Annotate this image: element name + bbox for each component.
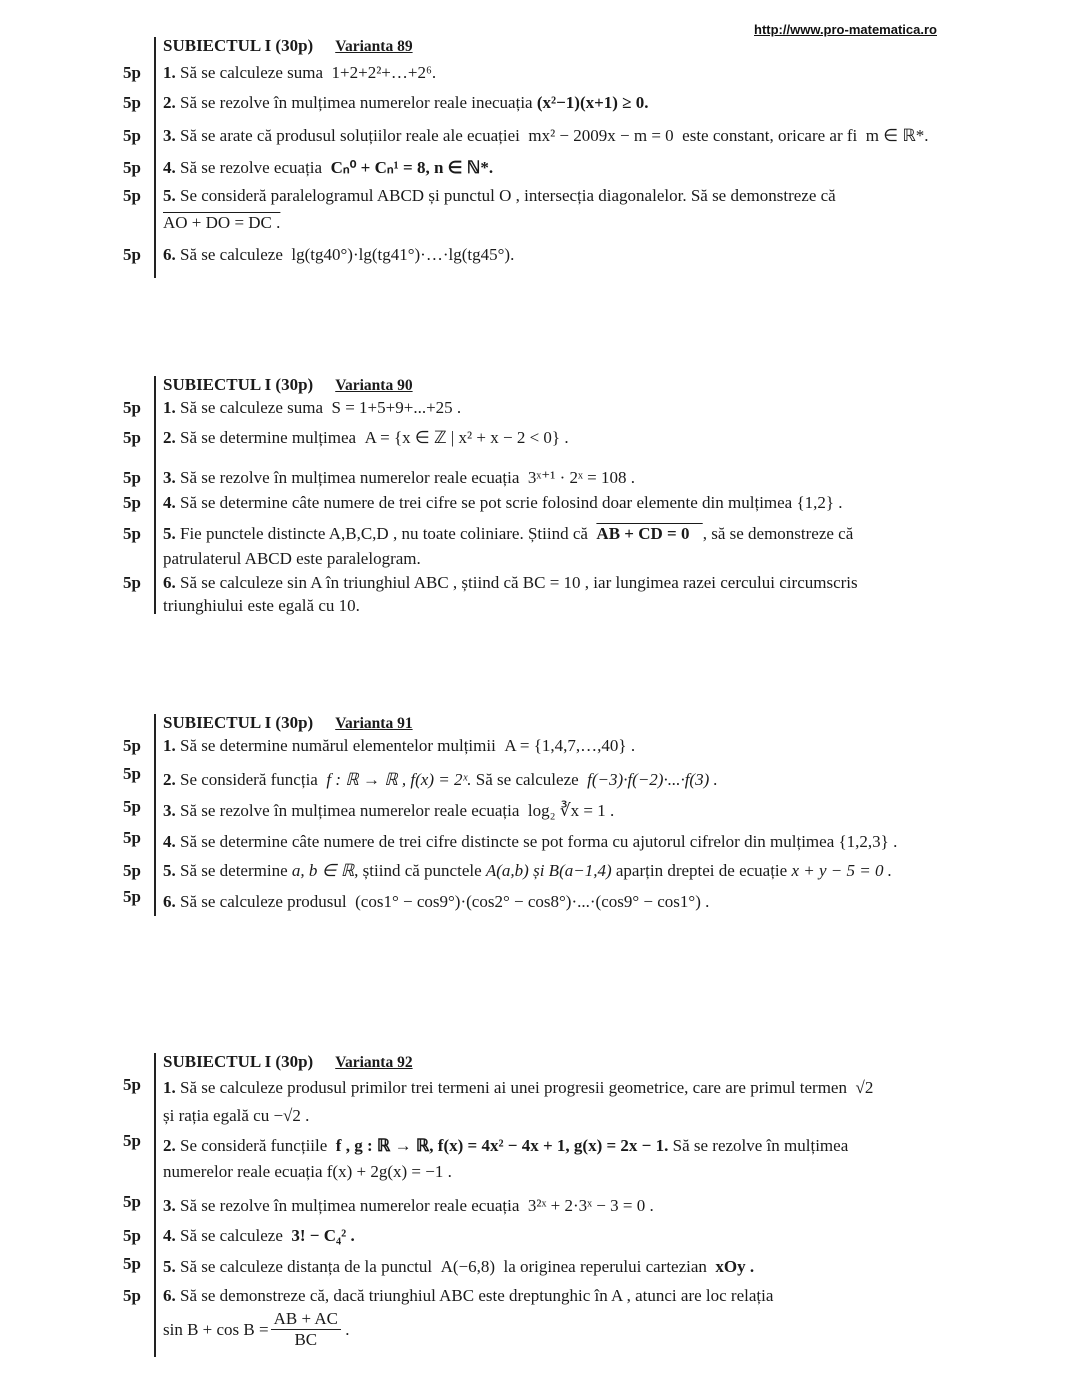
- points-badge: 5p: [123, 524, 141, 543]
- fraction-denominator: BC: [294, 1330, 318, 1349]
- math-expression: mx² − 2009x − m = 0: [528, 126, 674, 145]
- vertical-divider: [154, 376, 156, 614]
- math-expression: log₂ ∛x = 1 .: [527, 801, 615, 820]
- section-heading: SUBIECTUL I (30p) Varianta 92: [163, 1052, 413, 1071]
- points-badge: 5p: [123, 797, 141, 816]
- points-badge: 5p: [123, 158, 141, 177]
- points-badge: 5p: [123, 736, 141, 755]
- vertical-divider: [154, 1053, 156, 1357]
- points-badge: 5p: [123, 1226, 141, 1245]
- points-badge: 5p: [123, 828, 141, 847]
- points-badge: 5p: [123, 1075, 141, 1094]
- vertical-divider: [154, 37, 156, 278]
- variant-92-section: SUBIECTUL I (30p) Varianta 92 5p 1. Să se calculeze produsul primilor trei termeni ai unei progresii geometrice, care are primul termen √2 și rația egală cu −√2 . 5p 2. Se consideră funcțiile f , g : ℝ → ℝ, f(x) = 4x² − 4x + 1, g(x) = 2x − 1. Să se rezolve în mulțimea numerelor reale ecuația f(x) + 2g(x) = −1 . 5p 3. Să se rezolve în mulțimea numerelor reale ecuația 3²ˣ + 2·3ˣ − 3 = 0 . 5p 4. Să se calculeze 3! − C₄² . 5p 5. Să se calculeze distanța de la punctul A(−6,8) la originea reperului cartezian xOy . 5p 6. Să se demonstreze că, dacă triunghiul ABC este dreptunghic în A , atunci are loc relația sin B + cos B = $\frac{AB + AC}{BC}$ .: [110, 1051, 1070, 1361]
- points-badge: 5p: [123, 63, 141, 82]
- math-expression: (cos1° − cos9°)·(cos2° − cos8°)·...·(cos9° − cos1°) .: [355, 892, 710, 911]
- section-heading: SUBIECTUL I (30p) Varianta 91: [163, 713, 413, 732]
- math-expression: f : ℝ → ℝ , f(x) = 2ˣ.: [326, 770, 472, 789]
- section-heading: SUBIECTUL I (30p) Varianta 89: [163, 36, 413, 55]
- math-expression: m ∈ ℝ*.: [865, 126, 929, 145]
- math-expression: f(−3)·f(−2)·...·f(3) .: [587, 770, 718, 789]
- math-expression: 3ˣ⁺¹ · 2ˣ = 108 .: [527, 468, 636, 487]
- math-expression: f , g : ℝ → ℝ, f(x) = 4x² − 4x + 1, g(x) = 2x − 1.: [335, 1136, 669, 1155]
- points-badge: 5p: [123, 468, 141, 487]
- vertical-divider: [154, 714, 156, 916]
- variant-91-section: SUBIECTUL I (30p) Varianta 91 5p 1. Să se determine numărul elementelor mulțimii A = {1,4,7,…,40} . 5p 2. Se consideră funcția f : ℝ → ℝ , f(x) = 2ˣ. Să se calculeze f(−3)·f(−2)·...·f(3) . 5p 3. Să se rezolve în mulțimea numerelor reale ecuația log₂ ∛x = 1 . 5p 4. Să se determine câte numere de trei cifre distincte se pot forma cu ajutorul cifrelor din mulțimea {1,2,3} . 5p 5. Să se determine a, b ∈ ℝ, știind că punctele A(a,b) și B(a−1,4) aparțin dreptei de ecuație x + y − 5 = 0 . 5p 6. Să se calculeze produsul (cos1° − cos9°)·(cos2° − cos8°)·...·(cos9° − cos1°) .: [110, 712, 1070, 922]
- points-badge: 5p: [123, 764, 141, 783]
- points-badge: 5p: [123, 887, 141, 906]
- math-expression: 3²ˣ + 2·3ˣ − 3 = 0 .: [527, 1196, 654, 1215]
- math-expression: xOy .: [715, 1257, 755, 1276]
- variant-label: Varianta 90: [335, 377, 413, 394]
- math-expression: S = 1+5+9+...+25 .: [331, 398, 462, 417]
- points-badge: 5p: [123, 1286, 141, 1305]
- math-expression: 1+2+2²+…+2⁶.: [331, 63, 437, 82]
- variant-89-section: SUBIECTUL I (30p) Varianta 89 5p 1. Să se calculeze suma 1+2+2²+…+2⁶. 5p 2. Să se rezolve în mulțimea numerelor reale inecuația (x²−1)(x+1) ≥ 0. 5p 3. Să se arate că produsul soluțiilor reale ale ecuației mx² − 2009x − m = 0 este constant, oricare ar fi m ∈ ℝ*. 5p 4. Să se rezolve ecuația Cₙ⁰ + Cₙ¹ = 8, n ∈ ℕ*. 5p 5. Se consideră paralelogramul ABCD și punctul O , intersecția diagonalelor. Să se demonstreze că AO + DO = DC . 5p 6. Să se calculeze lg(tg40°)·lg(tg41°)·…·lg(tg45°).: [110, 35, 1070, 285]
- math-expression: A(a,b) și B(a−1,4): [485, 861, 612, 880]
- math-expression: {1,2,3} .: [838, 832, 898, 851]
- math-expression: A = {1,4,7,…,40} .: [504, 736, 636, 755]
- points-badge: 5p: [123, 126, 141, 145]
- math-expression: A(−6,8): [440, 1257, 495, 1276]
- points-badge: 5p: [123, 493, 141, 512]
- math-expression: A = {x ∈ ℤ | x² + x − 2 < 0} .: [364, 428, 569, 447]
- variant-label: Varianta 89: [335, 38, 413, 55]
- fraction: [271, 1309, 341, 1350]
- points-badge: 5p: [123, 573, 141, 592]
- math-expression: Cₙ⁰ + Cₙ¹ = 8, n ∈ ℕ*.: [330, 158, 494, 177]
- points-badge: 5p: [123, 398, 141, 417]
- math-expression: √2: [855, 1078, 874, 1097]
- math-expression: 3! − C₄² .: [291, 1226, 355, 1245]
- math-expression: a, b ∈ ℝ: [291, 861, 355, 880]
- points-badge: 5p: [123, 428, 141, 447]
- math-expression: lg(tg40°)·lg(tg41°)·…·lg(tg45°).: [291, 245, 515, 264]
- math-expression: {1,2} .: [796, 493, 843, 512]
- points-badge: 5p: [123, 186, 141, 205]
- vector-expression: AO + DO = DC .: [163, 213, 281, 232]
- variant-label: Varianta 92: [335, 1054, 413, 1071]
- points-badge: 5p: [123, 1131, 141, 1150]
- variant-label: Varianta 91: [335, 715, 413, 732]
- points-badge: 5p: [123, 93, 141, 112]
- math-expression: (x²−1)(x+1) ≥ 0.: [536, 93, 649, 112]
- points-badge: 5p: [123, 245, 141, 264]
- variant-90-section: SUBIECTUL I (30p) Varianta 90 5p 1. Să se calculeze suma S = 1+5+9+...+25 . 5p 2. Să se determine mulțimea A = {x ∈ ℤ | x² + x − 2 < 0} . 5p 3. Să se rezolve în mulțimea numerelor reale ecuația 3ˣ⁺¹ · 2ˣ = 108 . 5p 4. Să se determine câte numere de trei cifre se pot scrie folosind doar elemente din mulțimea {1,2} . 5p 5. Fie punctele distincte A,B,C,D , nu toate coliniare. Știind că AB + CD = 0⃗, să se demonstreze că patrulaterul ABCD este paralelogram. 5p 6. Să se calculeze sin A în triunghiul ABC , știind că BC = 10 , iar lungimea razei cercului circumscris triunghiului este egală cu 10.: [123, 375, 858, 615]
- fraction-numerator: AB + AC: [271, 1309, 341, 1330]
- points-badge: 5p: [123, 861, 141, 880]
- math-expression: x + y − 5 = 0 .: [791, 861, 892, 880]
- section-heading: SUBIECTUL I (30p) Varianta 90: [163, 375, 413, 394]
- site-link[interactable]: http://www.pro-matematica.ro: [754, 22, 937, 37]
- points-badge: 5p: [123, 1254, 141, 1273]
- points-badge: 5p: [123, 1192, 141, 1211]
- vector-expression: AB + CD = 0⃗: [596, 524, 703, 543]
- formula-lhs: sin B + cos B =: [163, 1319, 269, 1339]
